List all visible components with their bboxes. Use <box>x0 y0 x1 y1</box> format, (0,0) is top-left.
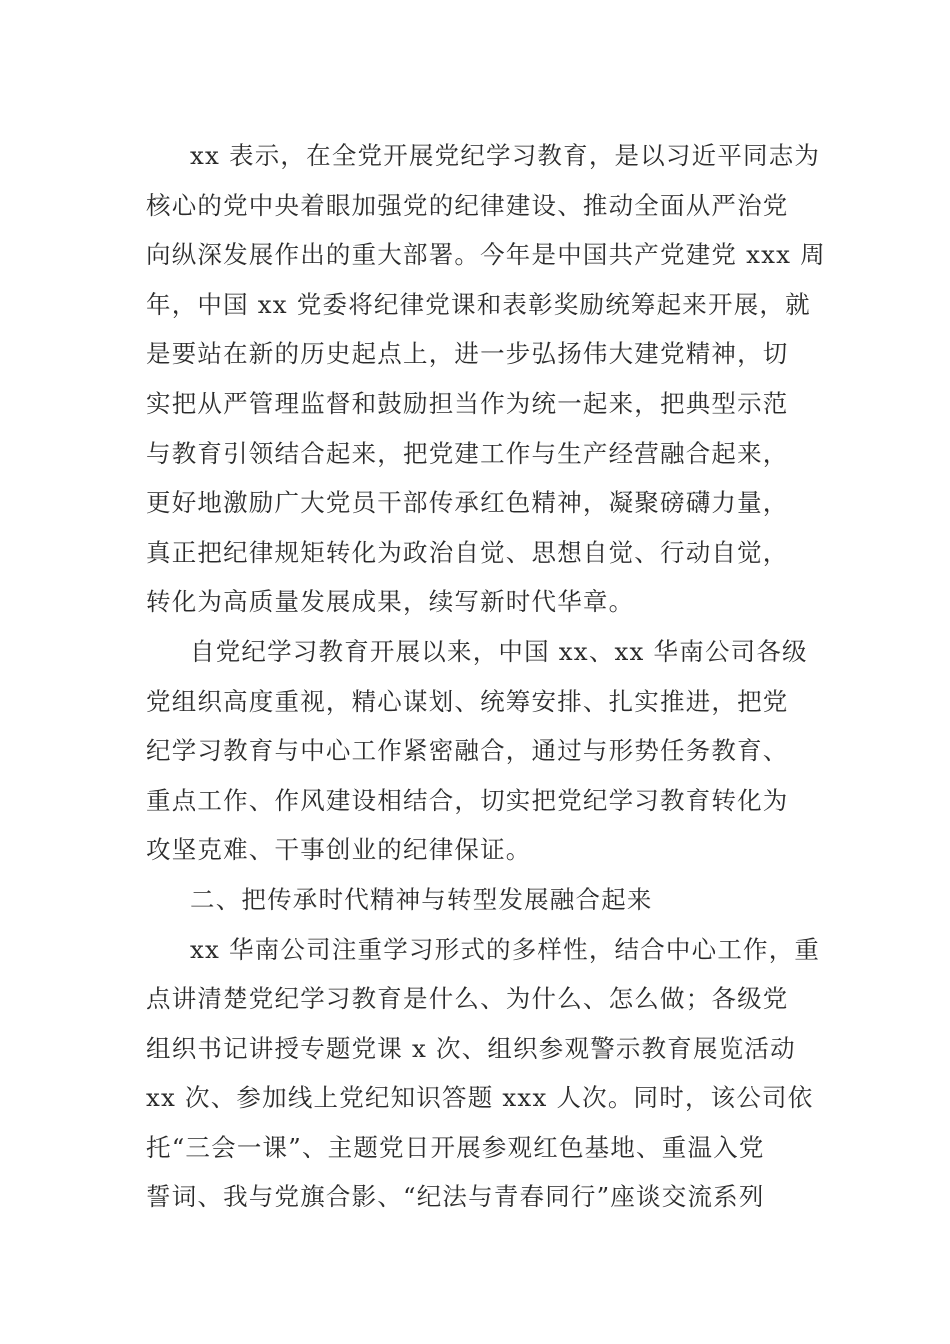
section-heading <box>146 875 826 925</box>
text-line: 与教育引领结合起来，把党建工作与生产经营融合起来， <box>146 438 789 468</box>
text-line: 核心的党中央着眼加强党的纪律建设、推动全面从严治党 <box>146 190 789 220</box>
text-line: 是要站在新的历史起点上，进一步弘扬伟大建党精神，切 <box>146 339 789 369</box>
text-line: 誓词、我与党旗合影、“纪法与青春同行”座谈交流系列 <box>146 1182 765 1212</box>
text-line: 年，中国 xx 党委将纪律党课和表彰奖励统筹起来开展，就 <box>146 289 811 319</box>
text-line: 攻坚克难、干事创业的纪律保证。 <box>146 835 532 865</box>
text-line: 实把从严管理监督和鼓励担当作为统一起来，把典型示范 <box>146 388 789 418</box>
text-line: 真正把纪律规矩转化为政治自觉、思想自觉、行动自觉， <box>146 537 789 567</box>
text-line: 党组织高度重视，精心谋划、统筹安排、扎实推进，把党 <box>146 686 789 716</box>
paragraph-1 <box>146 131 826 627</box>
text-line: 重点工作、作风建设相结合，切实把党纪学习教育转化为 <box>146 785 789 815</box>
text-line: xx 华南公司注重学习形式的多样性，结合中心工作，重 <box>190 934 821 964</box>
paragraph-3 <box>146 925 826 1223</box>
text-line: 更好地激励广大党员干部传承红色精神，凝聚磅礴力量， <box>146 488 789 518</box>
text-line: 转化为高质量发展成果，续写新时代华章。 <box>146 587 635 617</box>
text-line: xx 表示，在全党开展党纪学习教育，是以习近平同志为 <box>190 141 821 170</box>
text-line: 纪学习教育与中心工作紧密融合，通过与形势任务教育、 <box>146 736 789 766</box>
heading-line: 二、把传承时代精神与转型发展融合起来 <box>190 884 653 914</box>
paragraph-2 <box>146 627 826 875</box>
text-line: 组织书记讲授专题党课 x 次、组织参观警示教育展览活动 <box>146 1033 796 1063</box>
text-line: 点讲清楚党纪学习教育是什么、为什么、怎么做；各级党 <box>146 984 789 1014</box>
text-line: 自党纪学习教育开展以来，中国 xx、xx 华南公司各级 <box>190 636 808 666</box>
text-line: 向纵深发展作出的重大部署。今年是中国共产党建党 xxx 周 <box>146 240 826 270</box>
text-line: 托“三会一课”、主题党日开展参观红色基地、重温入党 <box>146 1132 765 1162</box>
document-body <box>146 131 826 1222</box>
text-line: xx 次、参加线上党纪知识答题 xxx 人次。同时，该公司依 <box>146 1083 814 1113</box>
